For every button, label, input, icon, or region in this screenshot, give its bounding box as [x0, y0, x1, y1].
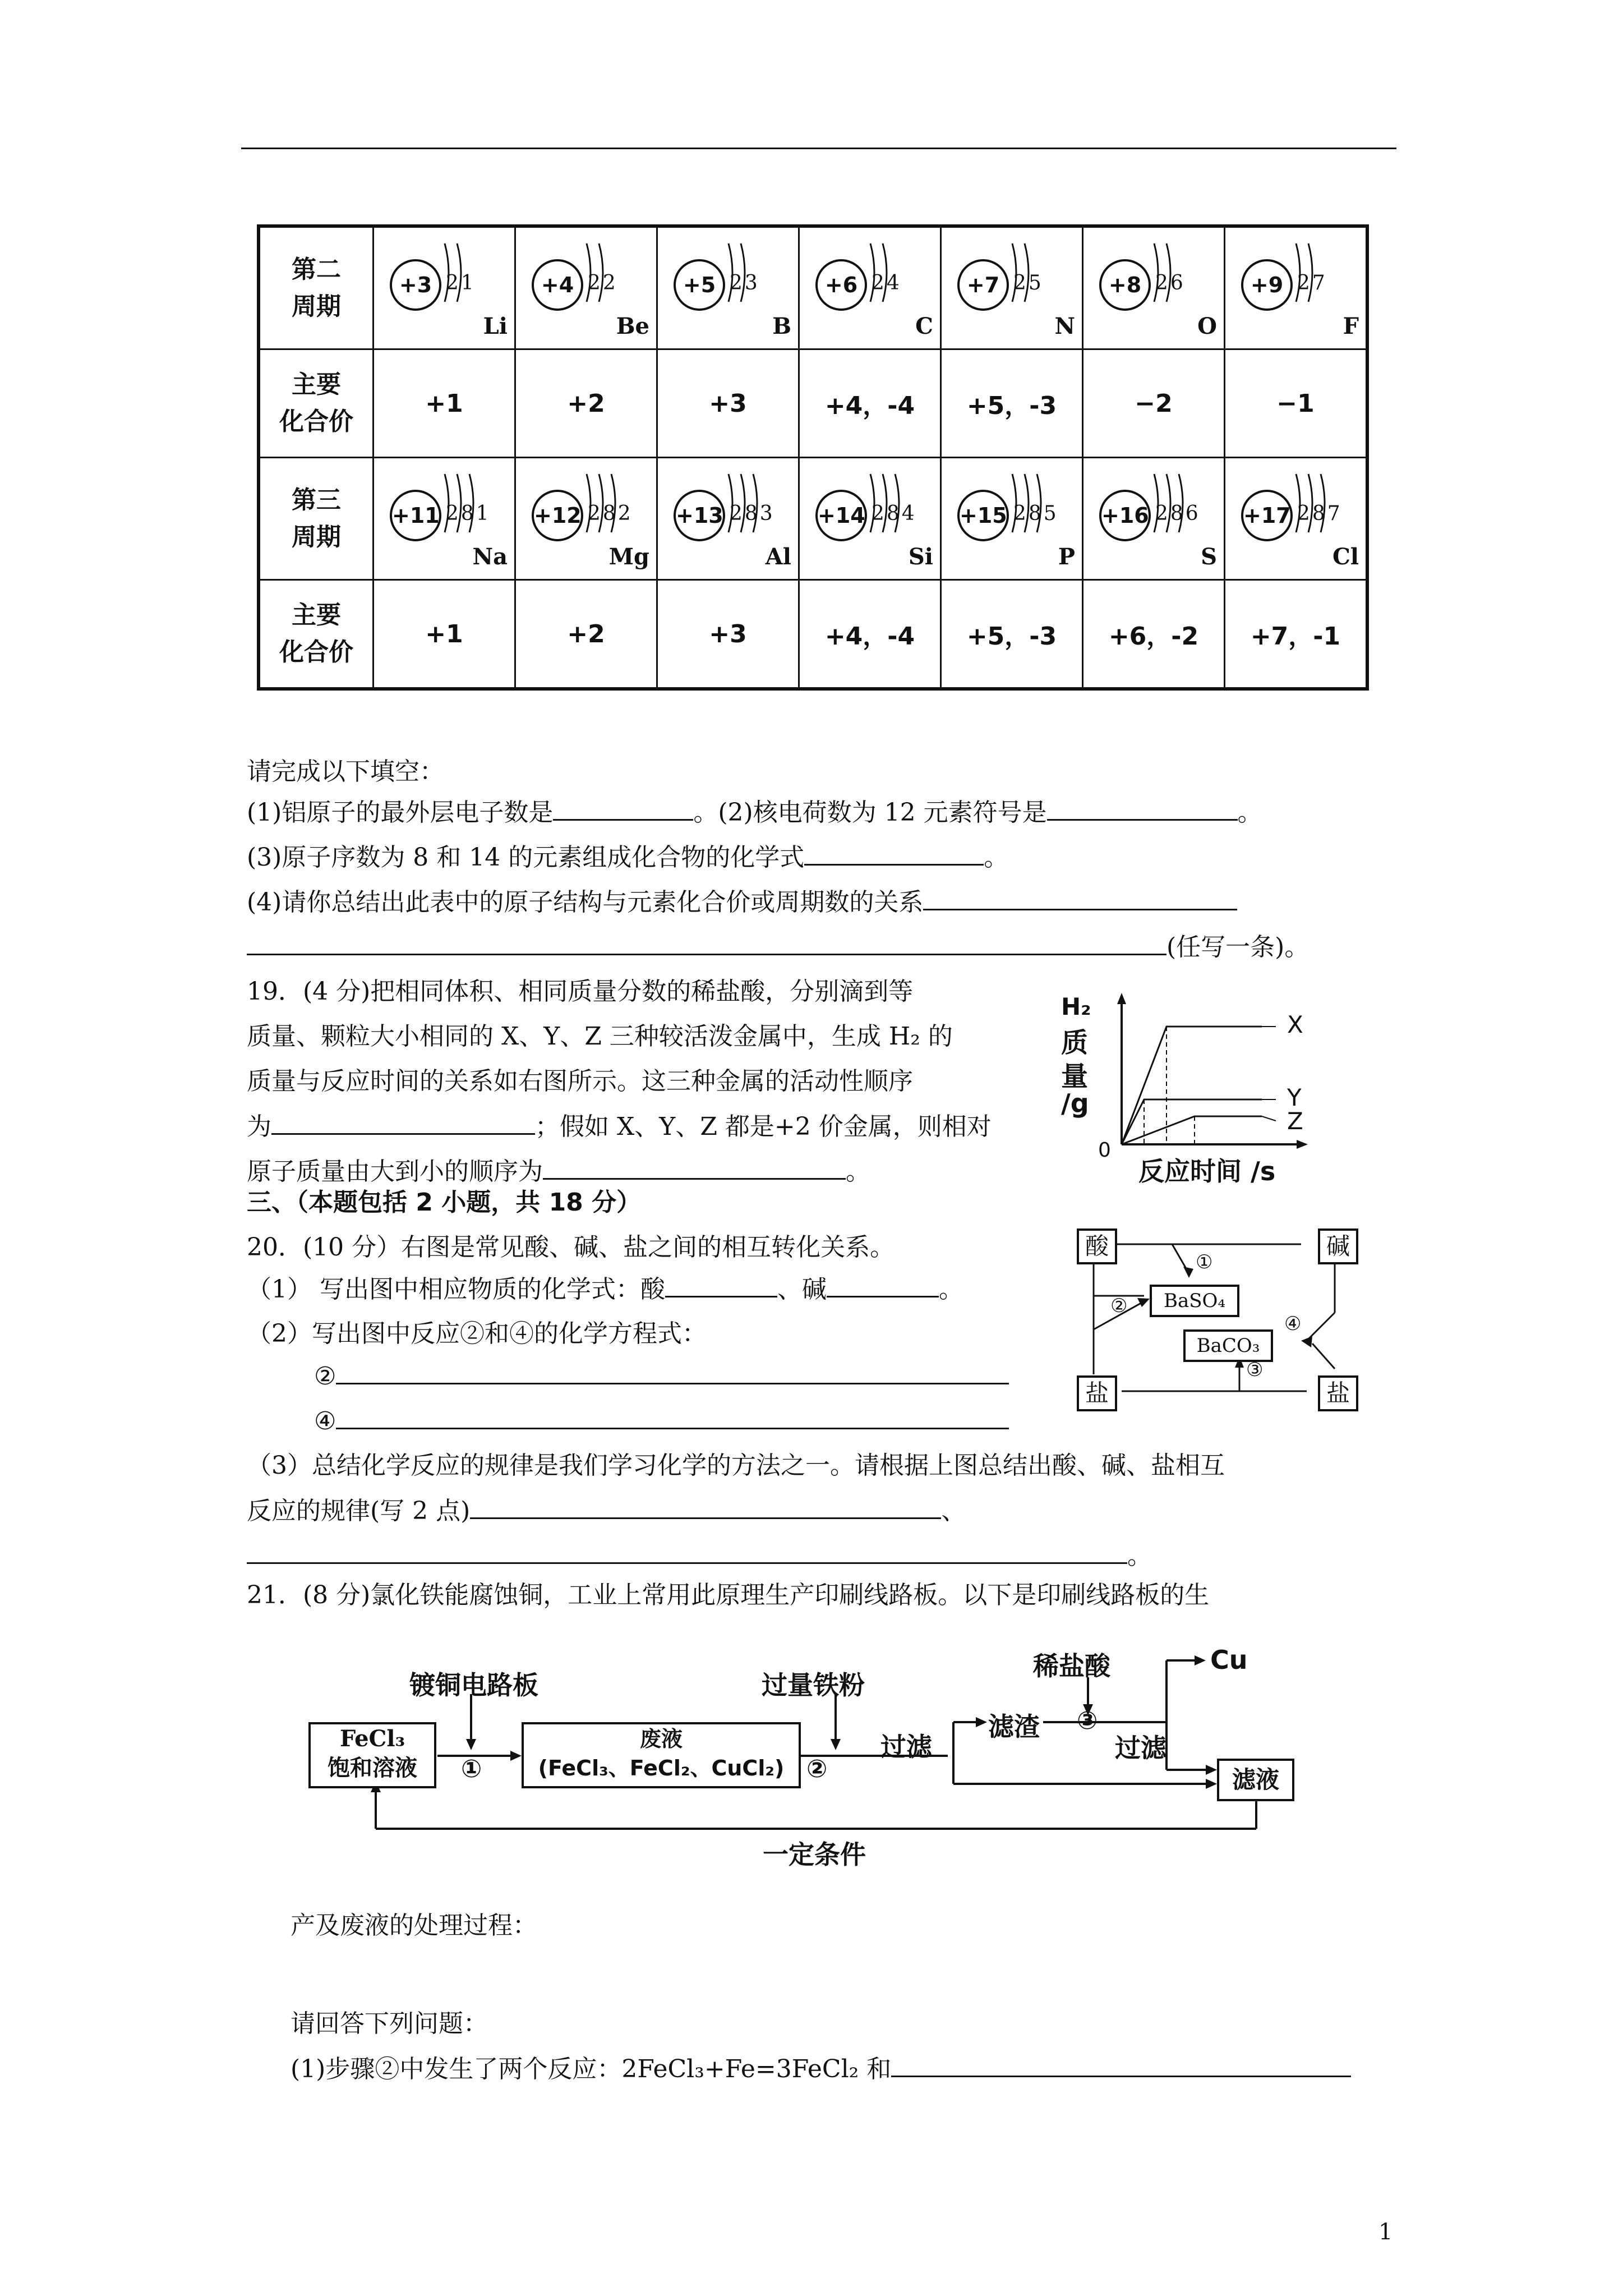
q20-l2-text-c: 。: [938, 1275, 963, 1304]
electron-config: 23: [730, 272, 760, 295]
atom-cell: [657, 458, 799, 580]
q19-line3: 质量与反应时间的关系如右图所示。这三种金属的活动性顺序: [247, 1067, 913, 1096]
period-label-line: 周期: [292, 522, 341, 551]
atom-structure-diagram: [374, 228, 514, 348]
waste-liquid-box: [522, 1722, 801, 1788]
valence-cell: +4，-4: [799, 580, 941, 689]
valence-cell: +5，-3: [941, 349, 1083, 458]
arrow2-head-icon: [1137, 1298, 1150, 1307]
valence-cell: +3: [657, 349, 799, 458]
atom-cell: [374, 226, 515, 349]
to-filtrate-arrow-icon: [1206, 1779, 1217, 1789]
valence-cell: +4，-4: [799, 349, 941, 458]
q18-blank-compound[interactable]: [804, 841, 984, 866]
atom-cell: [799, 458, 941, 580]
valence-label-line: 主要: [292, 601, 341, 629]
atom-structure-diagram: [942, 228, 1082, 348]
nucleus: +13: [674, 490, 725, 541]
input2-arrow-icon: [831, 1739, 841, 1750]
q21-line1: 21．(8 分)氯化铁能腐蚀铜，工业上常用此原理生产印刷线路板。以下是印刷线路板的生: [247, 1581, 1210, 1609]
acid-base-salt-diagram: [1071, 1228, 1363, 1414]
element-symbol: Cl: [1332, 544, 1359, 570]
element-symbol: Na: [472, 544, 508, 570]
step-1-label: ①: [461, 1755, 482, 1783]
q19-line2: 质量、颗粒大小相同的 X、Y、Z 三种较活泼金属中，生成 H₂ 的: [247, 1022, 953, 1051]
pcb-process-flowchart: [303, 1644, 1324, 1868]
valence-cell: +6，-2: [1083, 580, 1225, 689]
valence-row-3: [259, 580, 1367, 689]
reaction-4-label: ④: [1284, 1313, 1302, 1335]
element-symbol: B: [772, 313, 791, 339]
atom-cell: [1225, 226, 1368, 349]
q19-line1: 19．(4 分)把相同体积、相同质量分数的稀盐酸，分别滴到等: [247, 977, 914, 1006]
q20-blank-acid[interactable]: [665, 1273, 777, 1297]
valence-cell: +7，-1: [1225, 580, 1368, 689]
graph-y-arrow-icon: [1117, 993, 1126, 1004]
q19-line4: [247, 1111, 992, 1143]
salt2-up: [1312, 1343, 1335, 1369]
header-rule: [241, 148, 1396, 149]
electron-config: 27: [1297, 272, 1327, 295]
filter-1-label: 过滤: [880, 1732, 932, 1762]
atom-structure-diagram: [800, 228, 940, 348]
baso4-box: BaSO₄: [1150, 1285, 1239, 1317]
q19-l5-text-a: 原子质量由大到小的顺序为: [247, 1157, 543, 1186]
element-symbol: N: [1054, 313, 1075, 339]
series-y-label: Y: [1287, 1084, 1302, 1111]
to-filtrate2-arrow-icon: [1206, 1765, 1217, 1775]
salt-box-right: 盐: [1318, 1375, 1358, 1411]
q20-eq4-label: ④: [314, 1407, 336, 1435]
q19-l4-text-b: ；假如 X、Y、Z 都是+2 价金属，则相对: [535, 1112, 992, 1141]
valence-row-2: [259, 349, 1367, 458]
condition-label: 一定条件: [763, 1839, 866, 1870]
q18-part4: [247, 886, 1237, 918]
input1-arrow-icon: [466, 1739, 476, 1750]
q20-line6: [247, 1540, 1152, 1572]
nucleus: +7: [957, 259, 1009, 311]
series-y-line: [1122, 1099, 1262, 1144]
element-symbol: Li: [483, 313, 508, 339]
element-symbol: Si: [908, 544, 933, 570]
filtrate-box: 滤液: [1217, 1759, 1294, 1801]
valence-cell: +1: [374, 580, 515, 689]
graph-ylabel-liang: 量: [1061, 1061, 1089, 1092]
waste-box-line2: (FeCl₃、FeCl₂、CuCl₂): [538, 1756, 785, 1780]
element-symbol: Be: [616, 313, 649, 339]
series-x-line: [1122, 1027, 1262, 1144]
electron-config: 287: [1297, 502, 1343, 525]
q18-p3-text-b: 。: [984, 843, 1009, 872]
period-row-2: [259, 226, 1367, 349]
q18-p4-text-b: (任写一条)。: [1166, 933, 1310, 961]
valence-label-line: 化合价: [279, 407, 353, 436]
atom-cell: [1083, 458, 1225, 580]
valence-cell: −2: [1083, 349, 1225, 458]
q21-line2: 产及废液的处理过程：: [291, 1911, 537, 1940]
atom-cell: [941, 226, 1083, 349]
electron-config: 284: [872, 502, 917, 525]
z-leader: [1262, 1116, 1276, 1121]
q20-line2: [247, 1273, 963, 1305]
valence-label-line: 化合价: [279, 638, 353, 666]
arrow4-head-icon: [1301, 1336, 1312, 1347]
q18-blank-al-electrons[interactable]: [553, 797, 693, 821]
nucleus: +11: [390, 490, 441, 541]
q20-l2-text-a: （1） 写出图中相应物质的化学式：酸: [247, 1275, 665, 1304]
atom-structure-diagram: [658, 458, 798, 579]
atom-structure-diagram: [1225, 458, 1366, 579]
salt-box-left: 盐: [1077, 1375, 1117, 1411]
flow-arrow-1-icon: [510, 1751, 522, 1761]
graph-origin: 0: [1098, 1139, 1111, 1162]
arrow4-line: [1307, 1313, 1335, 1341]
electron-config: 26: [1155, 272, 1186, 295]
valence-cell: +3: [657, 580, 799, 689]
step-2-label: ②: [806, 1755, 828, 1783]
q18-p1-text-a: (1)铝原子的最外层电子数是: [247, 798, 554, 827]
q20-eq2: [314, 1360, 1009, 1392]
atom-cell: [941, 458, 1083, 580]
fecl3-box-line1: FeCl₃: [339, 1726, 405, 1752]
section-3-heading: 三、（本题包括 2 小题，共 18 分）: [247, 1188, 642, 1217]
q19-blank-activity-order[interactable]: [271, 1111, 535, 1135]
series-z-label: Z: [1287, 1107, 1303, 1135]
q20-blank-eq2[interactable]: [336, 1360, 1009, 1384]
nucleus: +9: [1241, 259, 1293, 311]
element-symbol: F: [1343, 313, 1359, 339]
q18-blank-relation-2[interactable]: [247, 931, 1166, 955]
valence-cell: +2: [515, 349, 657, 458]
nucleus: +16: [1099, 490, 1151, 541]
fecl3-box-line2: 饱和溶液: [328, 1755, 417, 1781]
q20-line4: （3）总结化学反应的规律是我们学习化学的方法之一。请根据上图总结出酸、碱、盐相互: [247, 1451, 1225, 1480]
nucleus: +15: [957, 490, 1009, 541]
period-label: [259, 226, 374, 349]
q20-l5-text-b: 、: [941, 1497, 966, 1525]
q18-p4-text-a: (4)请你总结出此表中的原子结构与元素化合价或周期数的关系: [247, 888, 924, 917]
input-copper-board: 镀铜电路板: [409, 1670, 538, 1700]
q20-eq2-label: ②: [314, 1362, 336, 1391]
q20-l6-text: 。: [1127, 1542, 1152, 1570]
element-symbol: P: [1058, 544, 1075, 570]
electron-config: 25: [1013, 272, 1044, 295]
graph-ylabel-h2: H₂: [1061, 993, 1091, 1020]
input-iron-powder: 过量铁粉: [762, 1670, 865, 1700]
atomic-structure-table: [257, 224, 1369, 691]
valence-cell: −1: [1225, 349, 1368, 458]
atom-structure-diagram: [942, 458, 1082, 579]
reaction-1-label: ①: [1196, 1251, 1213, 1273]
electron-config: 282: [588, 502, 633, 525]
element-symbol: Al: [765, 544, 791, 570]
electron-config: 21: [446, 272, 476, 295]
h2-mass-time-graph: [1054, 987, 1324, 1184]
q18-p1-text-c: 。: [1237, 798, 1262, 827]
q19-l5-text-b: 。: [846, 1157, 870, 1186]
period-label-line: 第三: [292, 485, 341, 514]
q20-l2-text-b: 、碱: [777, 1275, 827, 1304]
element-symbol: O: [1197, 313, 1217, 339]
element-symbol: S: [1201, 544, 1217, 570]
atom-cell: [515, 458, 657, 580]
element-symbol: Mg: [608, 544, 649, 570]
q21-line4: [291, 2053, 1351, 2085]
atom-structure-diagram: [516, 458, 656, 579]
nucleus: +8: [1099, 259, 1151, 311]
nucleus: +12: [532, 490, 583, 541]
period-label-line: 第二: [292, 255, 341, 284]
q20-line1: 20．(10 分）右图是常见酸、碱、盐之间的相互转化关系。: [247, 1233, 895, 1262]
period-label-line: 周期: [292, 292, 341, 321]
valence-label: [259, 349, 374, 458]
input-dilute-hcl: 稀盐酸: [1033, 1651, 1110, 1681]
q20-blank-base[interactable]: [827, 1273, 939, 1297]
atom-cell: [799, 226, 941, 349]
reaction-2-label: ②: [1110, 1295, 1128, 1317]
series-z-line: [1122, 1116, 1262, 1144]
atom-structure-diagram: [1225, 228, 1366, 348]
electron-config: 286: [1155, 502, 1201, 525]
electron-config: 283: [730, 502, 775, 525]
base-box: 碱: [1318, 1228, 1358, 1264]
atom-structure-diagram: [658, 228, 798, 348]
fecl3-box: [308, 1722, 436, 1788]
atom-cell: [1225, 458, 1368, 580]
q19-blank-mass-order[interactable]: [543, 1156, 846, 1180]
atom-cell: [515, 226, 657, 349]
period-row-3: [259, 458, 1367, 580]
q18-part3: [247, 841, 1008, 873]
graph-xlabel: 反应时间 /s: [1138, 1156, 1276, 1186]
atom-cell: [1083, 226, 1225, 349]
q21-l4-text: (1)步骤②中发生了两个反应：2FeCl₃+Fe=3FeCl₂ 和: [291, 2055, 892, 2083]
q20-line5: [247, 1495, 966, 1527]
q18-blank-relation-1[interactable]: [923, 886, 1237, 910]
q18-intro: 请完成以下填空：: [247, 757, 444, 786]
electron-config: 281: [446, 502, 491, 525]
q18-blank-element-12[interactable]: [1047, 797, 1238, 821]
q20-line3: （2）写出图中反应②和④的化学方程式：: [247, 1319, 707, 1348]
nucleus: +14: [815, 490, 867, 541]
q21-line3: 请回答下列问题：: [291, 2009, 488, 2038]
step-3-label: ③: [1077, 1706, 1098, 1735]
q19-l4-text-a: 为: [247, 1112, 271, 1141]
q20-blank-rule-2[interactable]: [247, 1540, 1127, 1564]
q20-blank-eq4[interactable]: [336, 1405, 1009, 1429]
atom-cell: [374, 458, 515, 580]
period-label: [259, 458, 374, 580]
q18-part4-cont: [247, 931, 1309, 963]
q20-l5-text-a: 反应的规律(写 2 点): [247, 1497, 471, 1525]
atom-structure-diagram: [1083, 228, 1224, 348]
series-x-label: X: [1287, 1011, 1303, 1038]
valence-cell: +1: [374, 349, 515, 458]
electron-config: 24: [872, 272, 902, 295]
waste-box-line1: 废液: [639, 1727, 683, 1751]
arrow1-head-icon: [1183, 1267, 1193, 1278]
nucleus: +3: [390, 259, 441, 311]
q18-p1-text-b: 。(2)核电荷数为 12 元素符号是: [693, 798, 1047, 827]
filter-2-label: 过滤: [1115, 1733, 1166, 1763]
q18-part1: [247, 797, 1262, 829]
graph-x-arrow-icon: [1297, 1140, 1308, 1149]
atom-structure-diagram: [800, 458, 940, 579]
reaction-3-label: ③: [1246, 1359, 1264, 1381]
residue-label: 滤渣: [988, 1711, 1040, 1742]
q19-line5: [247, 1156, 870, 1188]
acid-box: 酸: [1077, 1228, 1117, 1264]
electron-config: 285: [1013, 502, 1059, 525]
atom-structure-diagram: [1083, 458, 1224, 579]
graph-ylabel-unit: /g: [1061, 1088, 1089, 1119]
valence-label-line: 主要: [292, 370, 341, 399]
to-residue-arrow-icon: [976, 1717, 987, 1727]
nucleus: +17: [1241, 490, 1293, 541]
electron-config: 22: [588, 272, 618, 295]
nucleus: +4: [532, 259, 583, 311]
baco3-box: BaCO₃: [1183, 1329, 1273, 1362]
to-cu-arrow-icon: [1195, 1655, 1206, 1665]
q18-p3-text-a: (3)原子序数为 8 和 14 的元素组成化合物的化学式: [247, 843, 805, 872]
valence-cell: +5，-3: [941, 580, 1083, 689]
nucleus: +5: [674, 259, 725, 311]
valence-cell: +2: [515, 580, 657, 689]
atom-structure-diagram: [374, 458, 514, 579]
q21-blank-reaction[interactable]: [891, 2053, 1351, 2077]
q20-eq4: [314, 1405, 1009, 1437]
atom-cell: [657, 226, 799, 349]
atom-structure-diagram: [516, 228, 656, 348]
graph-ylabel-zhi: 质: [1061, 1027, 1089, 1059]
cu-label: Cu: [1210, 1645, 1248, 1675]
nucleus: +6: [815, 259, 867, 311]
q20-blank-rule-1[interactable]: [470, 1495, 941, 1519]
page-number: 1: [1378, 2219, 1393, 2245]
element-symbol: C: [915, 313, 933, 339]
valence-label: [259, 580, 374, 689]
